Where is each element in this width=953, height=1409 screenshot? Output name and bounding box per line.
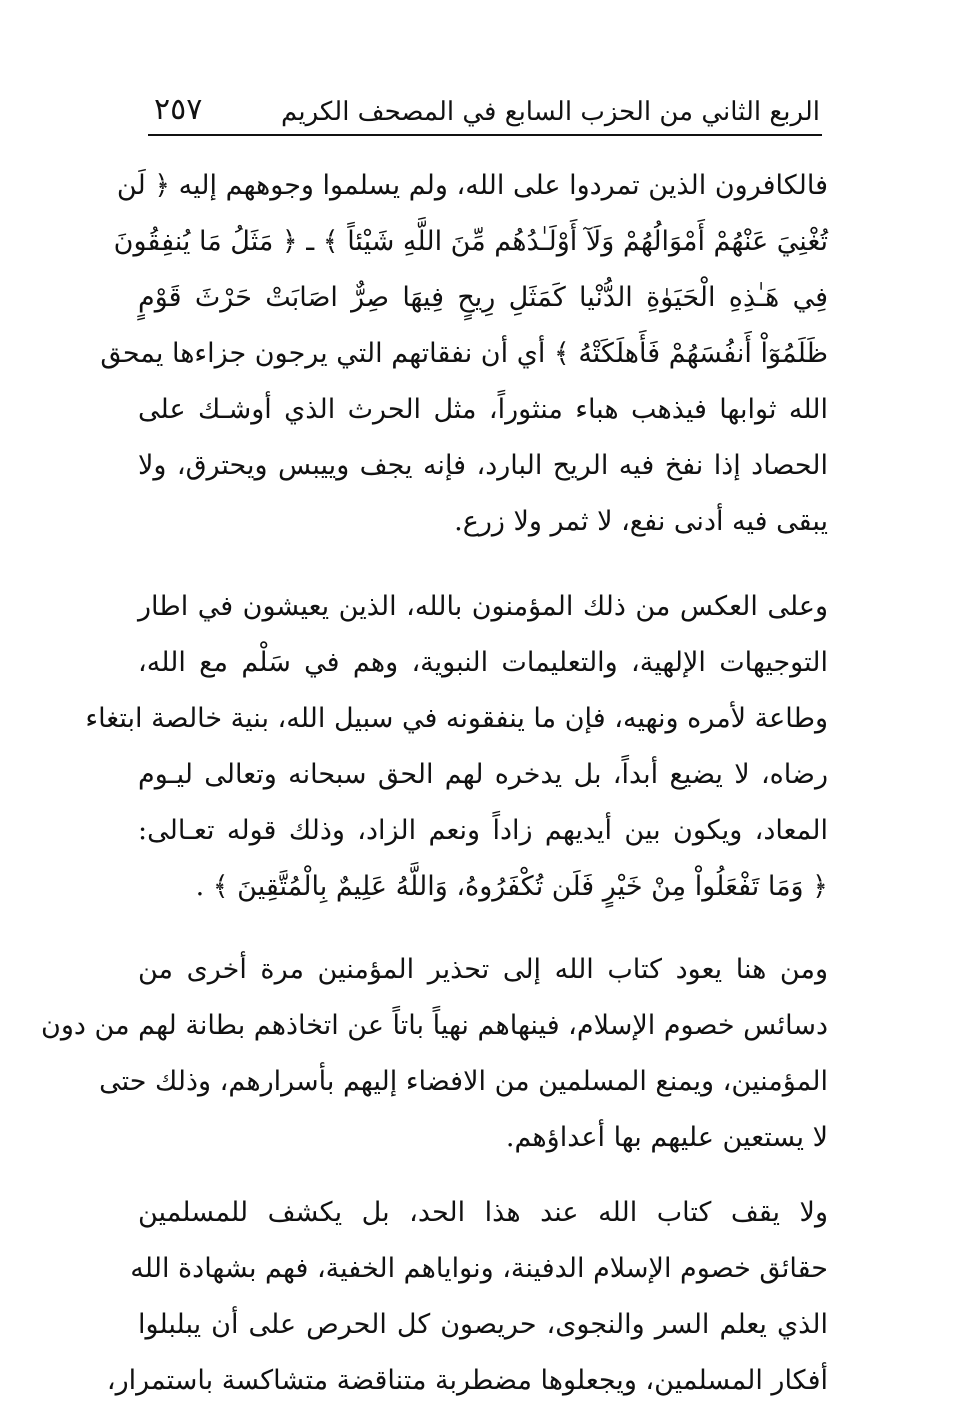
text-line: وعلى العكس من ذلك المؤمنون بالله، الذين يعيشون في اطار — [138, 591, 828, 622]
text-line: المؤمنين، ويمنع المسلمين من الافضاء إليهم بأسرارهم، وذلك حتى — [99, 1066, 828, 1097]
text-line: الله ثوابها فيذهب هباء منثوراً، مثل الحرث الذي أوشـك على — [138, 394, 828, 425]
text-line: تُغْنِيَ عَنْهُمْ أَمْوَالُهُمْ وَلَآ أَوْلَـٰدُهُم مِّنَ اللَّهِ شَيْئاً ﴾ ـ ﴿ مَثَلُ مَا يُنفِقُونَ — [113, 226, 828, 257]
text-line: ومن هنا يعود كتاب الله إلى تحذير المؤمنين مرة أخرى من — [138, 954, 828, 985]
page-number: ٢٥٧ — [154, 92, 203, 127]
text-line: فِي هَـٰذِهِ الْحَيَوٰةِ الدُّنْيا كَمَثَلِ رِيحٍ فِيهَا صِرٌّ اصَابَتْ حَرْثَ قَوْمٍ — [138, 282, 828, 313]
text-line: ﴿ وَمَا تَفْعَلُواْ مِنْ خَيْرٍ فَلَن تُكْفَرُوهُ، وَاللَّهُ عَلِيمٌ بِالْمُتَّقِينَ ﴾ . — [195, 871, 828, 902]
text-line: حقائق خصوم الإسلام الدفينة، ونواياهم الخفية، فهم بشهادة الله — [130, 1253, 828, 1284]
running-header — [148, 92, 822, 136]
body-text — [41, 158, 828, 1409]
paragraph-2 — [85, 579, 828, 915]
text-line: أفكار المسلمين، ويجعلوها مضطربة متناقضة متشاكسة باستمرار، — [106, 1365, 828, 1396]
text-line: الحصاد إذا نفخ فيه الريح البارد، فإنه يجف وييبس ويحترق، ولا — [138, 450, 828, 481]
running-title: الربع الثاني من الحزب السابع في المصحف الكريم — [281, 97, 820, 127]
text-line: دسائس خصوم الإسلام، فينهاهم نهياً باتاً عن اتخاذهم بطانة لهم من دون — [41, 1010, 828, 1041]
text-line: وطاعة لأمره ونهيه، فإن ما ينفقونه في سبيل الله، بنية خالصة ابتغاء — [85, 703, 828, 734]
text-line: رضاه، لا يضيع أبداً، بل يدخره لهم الحق سبحانه وتعالى ليـوم — [138, 759, 828, 790]
text-line: ظَلَمُوٓاْ أَنفُسَهُمْ فَأَهلَكَتْهُ ﴾ أي أن نفقاتهم التي يرجون جزاءها يمحق — [100, 338, 828, 369]
text-line: فالكافرون الذين تمردوا على الله، ولم يسلموا وجوههم إليه ﴿ لَن — [116, 170, 828, 201]
text-line: التوجيهات الإلهية، والتعليمات النبوية، وهم في سَلْم مع الله، — [138, 647, 828, 678]
text-line: لا يستعين عليهم بها أعداؤهم. — [505, 1122, 828, 1153]
text-line: ولا يقف كتاب الله عند هذا الحد، بل يكشف للمسلمين — [138, 1197, 828, 1228]
paragraph-3 — [41, 942, 828, 1166]
text-line: الذي يعلم السر والنجوى، حريصون كل الحرص على أن يبلبلوا — [138, 1309, 828, 1340]
text-line: يبقى فيه أدنى نفع، لا ثمر ولا زرع. — [454, 506, 828, 537]
text-line: المعاد، ويكون بين أيديهم زاداً ونعم الزاد، وذلك قوله تعـالى: — [138, 815, 828, 846]
paragraph-1 — [100, 158, 828, 550]
paragraph-4 — [106, 1185, 828, 1409]
